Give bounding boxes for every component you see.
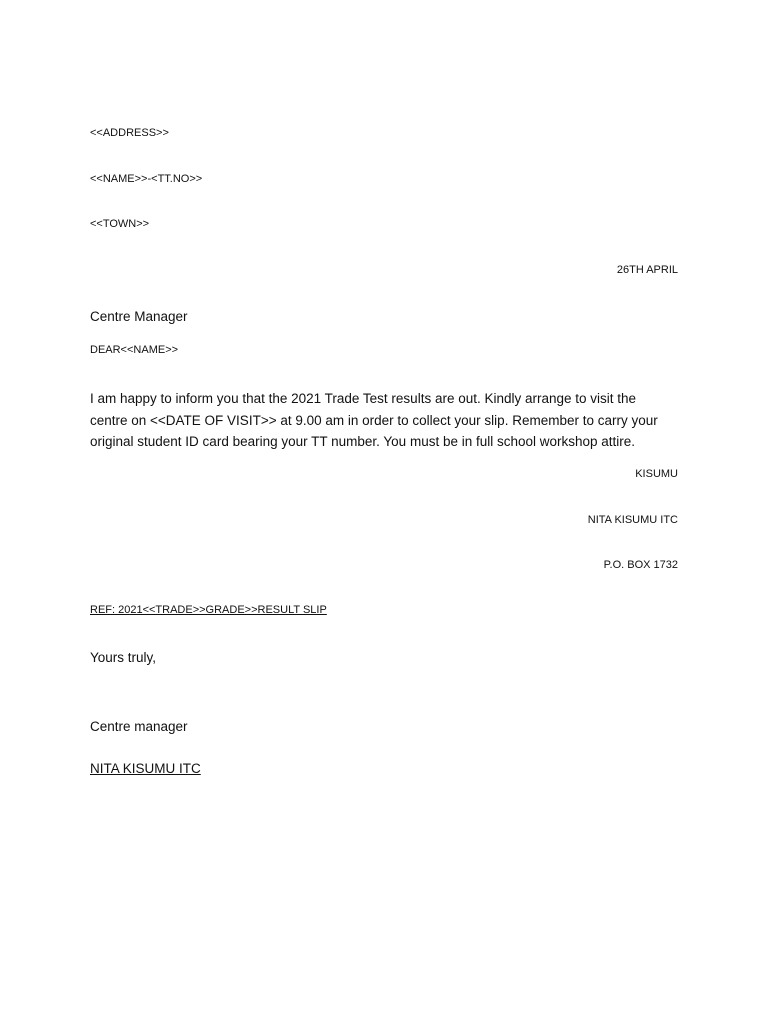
letter-body — [90, 388, 680, 453]
recipient-title: Centre Manager — [90, 309, 188, 324]
sender-line-1: KISUMU — [635, 468, 678, 480]
address-line-2: <<NAME>>-<TT.NO>> — [90, 173, 203, 185]
signature-org: NITA KISUMU ITC — [90, 761, 201, 776]
reference-line: REF: 2021<<TRADE>>GRADE>>RESULT SLIP — [90, 604, 327, 616]
body-line-2: centre on <<DATE OF VISIT>> at 9.00 am in order to collect your slip. Remember to carry your — [90, 412, 658, 428]
sender-line-3: P.O. BOX 1732 — [603, 559, 678, 571]
signature-title: Centre manager — [90, 719, 188, 734]
letter-date: 26TH APRIL — [616, 264, 678, 276]
body-line-1: I am happy to inform you that the 2021 Trade Test results are out. Kindly arrange to visit the — [90, 391, 637, 406]
address-line-3: <<TOWN>> — [90, 218, 150, 230]
closing: Yours truly, — [90, 650, 157, 665]
address-line-1: <<ADDRESS>> — [90, 127, 169, 139]
salutation: DEAR<<NAME>> — [90, 344, 179, 356]
sender-line-2: NITA KISUMU ITC — [587, 514, 678, 526]
body-line-3: original student ID card bearing your TT number. You must be in full school workshop attire. — [90, 434, 636, 449]
